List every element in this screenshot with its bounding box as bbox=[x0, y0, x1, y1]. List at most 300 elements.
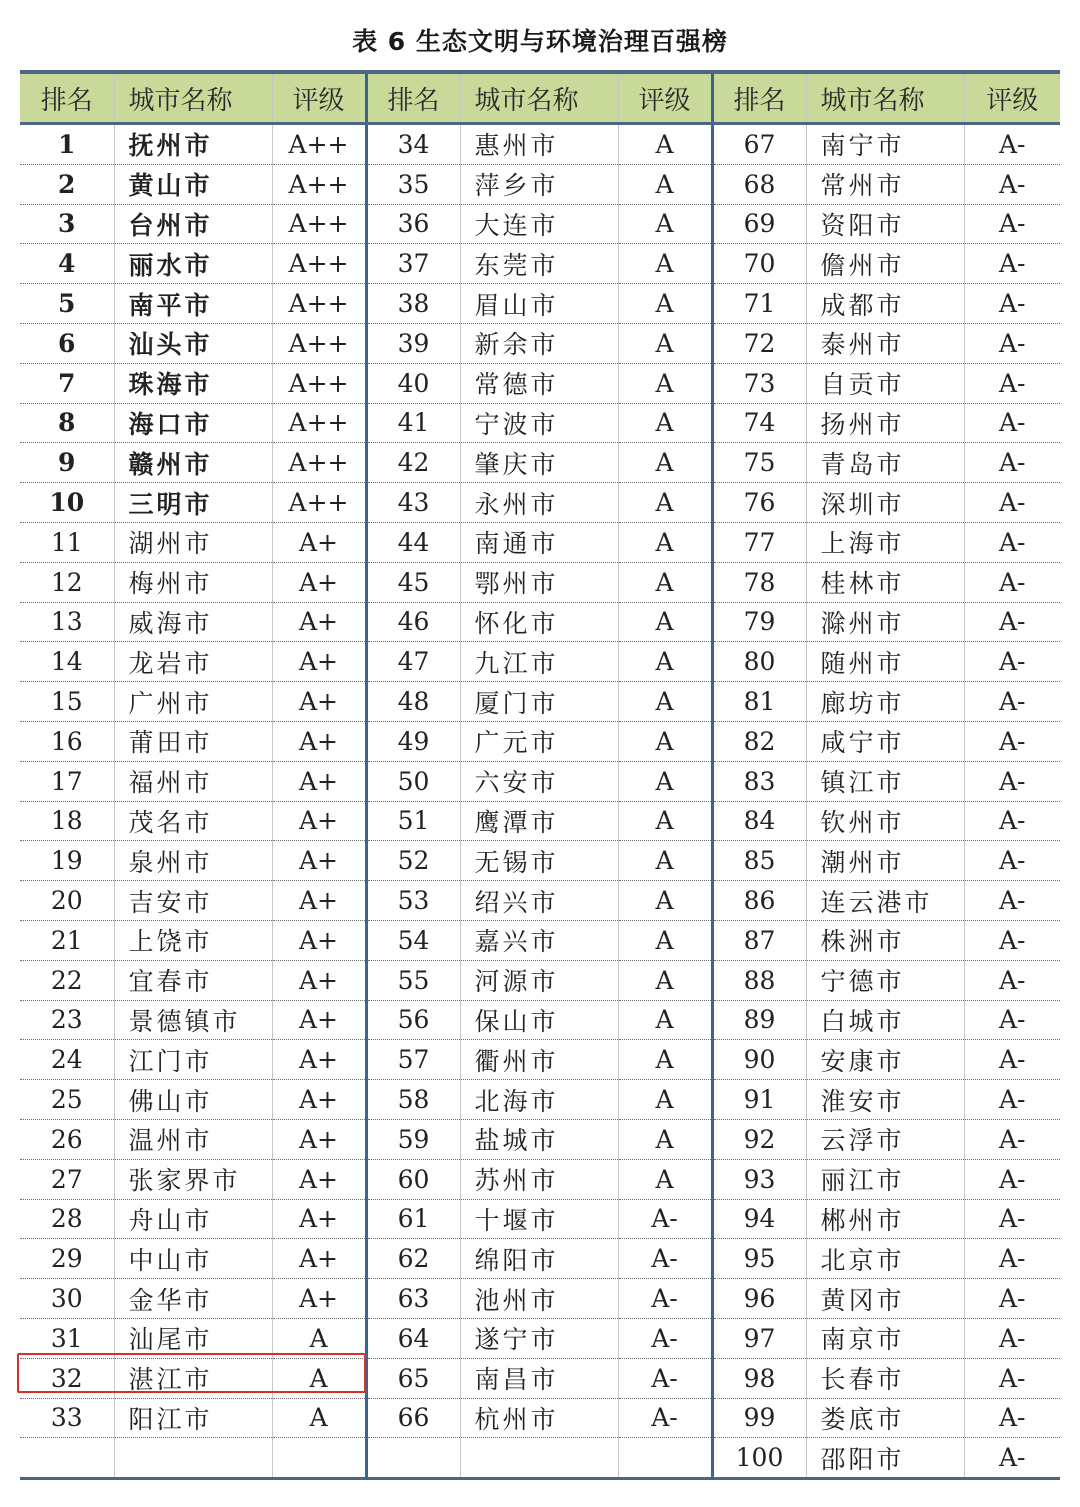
city-cell: 绵阳市 bbox=[460, 1239, 618, 1279]
grade-cell: A bbox=[618, 284, 712, 324]
table-row bbox=[20, 602, 1060, 642]
city-cell: 黄冈市 bbox=[806, 1279, 964, 1319]
rank-cell: 36 bbox=[366, 204, 460, 244]
city-cell: 娄底市 bbox=[806, 1398, 964, 1438]
grade-cell: A- bbox=[964, 244, 1060, 284]
grade-cell: A++ bbox=[272, 244, 366, 284]
table-row bbox=[20, 1358, 1060, 1398]
grade-cell: A- bbox=[998, 1443, 1026, 1473]
grade-cell: A bbox=[618, 602, 712, 642]
rank-cell: 18 bbox=[20, 801, 114, 841]
grade-cell: A++ bbox=[272, 164, 366, 204]
table-row bbox=[20, 483, 1060, 523]
grade-cell bbox=[618, 1438, 712, 1479]
rank-cell: 26 bbox=[20, 1119, 114, 1159]
rank-cell: 42 bbox=[366, 443, 460, 483]
table-row bbox=[20, 841, 1060, 881]
grade-cell: A++ bbox=[272, 403, 366, 443]
grade-cell: A+ bbox=[272, 602, 366, 642]
grade-cell: A bbox=[618, 682, 712, 722]
grade-cell: A- bbox=[618, 1199, 712, 1239]
rank-cell: 61 bbox=[366, 1199, 460, 1239]
city-cell: 常德市 bbox=[460, 363, 618, 403]
rank-cell: 81 bbox=[712, 682, 806, 722]
city-cell: 儋州市 bbox=[806, 244, 964, 284]
city-cell bbox=[114, 1438, 272, 1479]
grade-cell: A bbox=[618, 642, 712, 682]
table-row bbox=[20, 1199, 1060, 1239]
grade-cell: A bbox=[618, 483, 712, 523]
rank-cell: 49 bbox=[366, 721, 460, 761]
grade-cell: A- bbox=[964, 960, 1060, 1000]
grade-cell: A bbox=[618, 323, 712, 363]
city-cell: 金华市 bbox=[114, 1279, 272, 1319]
grade-cell: A++ bbox=[272, 443, 366, 483]
grade-cell: A+ bbox=[272, 562, 366, 602]
city-cell: 北海市 bbox=[460, 1080, 618, 1120]
rank-cell: 68 bbox=[712, 164, 806, 204]
city-cell bbox=[460, 1438, 618, 1479]
rank-cell: 66 bbox=[366, 1398, 460, 1438]
city-cell: 扬州市 bbox=[806, 403, 964, 443]
city-cell: 肇庆市 bbox=[460, 443, 618, 483]
rank-cell: 34 bbox=[366, 124, 460, 165]
rank-cell: 67 bbox=[712, 124, 806, 165]
city-cell: 永州市 bbox=[460, 483, 618, 523]
rank-cell: 41 bbox=[366, 403, 460, 443]
grade-cell: A- bbox=[964, 1239, 1060, 1279]
grade-cell: A+ bbox=[272, 522, 366, 562]
rank-cell: 75 bbox=[712, 443, 806, 483]
table-row bbox=[20, 323, 1060, 363]
grade-cell: A- bbox=[964, 284, 1060, 324]
rank-cell: 92 bbox=[712, 1119, 806, 1159]
table-row bbox=[20, 244, 1060, 284]
city-cell: 黄山市 bbox=[114, 164, 272, 204]
city-cell: 眉山市 bbox=[460, 284, 618, 324]
grade-cell: A- bbox=[964, 1080, 1060, 1120]
rank-cell: 44 bbox=[366, 522, 460, 562]
city-cell: 株洲市 bbox=[806, 920, 964, 960]
table-row bbox=[20, 562, 1060, 602]
city-cell: 潮州市 bbox=[806, 841, 964, 881]
city-cell: 六安市 bbox=[460, 761, 618, 801]
city-cell: 安康市 bbox=[806, 1040, 964, 1080]
grade-cell: A bbox=[618, 721, 712, 761]
header-city: 城市名称 bbox=[460, 72, 618, 124]
city-cell: 丽江市 bbox=[806, 1159, 964, 1199]
rank-cell: 80 bbox=[712, 642, 806, 682]
rank-cell: 30 bbox=[20, 1279, 114, 1319]
rank-cell: 52 bbox=[366, 841, 460, 881]
rank-cell: 77 bbox=[712, 522, 806, 562]
rank-cell: 46 bbox=[366, 602, 460, 642]
city-cell: 南宁市 bbox=[806, 124, 964, 165]
rank-cell: 39 bbox=[366, 323, 460, 363]
city-cell: 十堰市 bbox=[460, 1199, 618, 1239]
rank-cell: 98 bbox=[712, 1358, 806, 1398]
city-cell: 资阳市 bbox=[806, 204, 964, 244]
rank-cell: 60 bbox=[366, 1159, 460, 1199]
city-cell: 汕尾市 bbox=[114, 1318, 272, 1358]
table-row bbox=[20, 761, 1060, 801]
rank-cell: 91 bbox=[712, 1080, 806, 1120]
rank-cell: 21 bbox=[20, 920, 114, 960]
grade-cell: A bbox=[618, 244, 712, 284]
grade-cell: A- bbox=[964, 164, 1060, 204]
grade-cell: A- bbox=[964, 721, 1060, 761]
city-cell: 东莞市 bbox=[460, 244, 618, 284]
rank-cell: 84 bbox=[712, 801, 806, 841]
rank-cell: 45 bbox=[366, 562, 460, 602]
city-cell: 湖州市 bbox=[114, 522, 272, 562]
rank-cell: 33 bbox=[20, 1398, 114, 1438]
grade-cell: A- bbox=[964, 363, 1060, 403]
city-cell: 宁波市 bbox=[460, 403, 618, 443]
city-cell: 江门市 bbox=[114, 1040, 272, 1080]
grade-cell: A+ bbox=[272, 960, 366, 1000]
city-cell: 龙岩市 bbox=[114, 642, 272, 682]
grade-cell: A- bbox=[964, 881, 1060, 921]
rank-cell: 85 bbox=[712, 841, 806, 881]
grade-cell: A- bbox=[618, 1318, 712, 1358]
city-cell: 吉安市 bbox=[114, 881, 272, 921]
rank-cell: 5 bbox=[20, 284, 114, 324]
grade-cell: A++ bbox=[272, 124, 366, 165]
city-cell: 青岛市 bbox=[806, 443, 964, 483]
table-row bbox=[20, 920, 1060, 960]
city-cell: 新余市 bbox=[460, 323, 618, 363]
rank-cell: 100 bbox=[712, 1438, 806, 1479]
city-cell: 河源市 bbox=[460, 960, 618, 1000]
rank-cell: 56 bbox=[366, 1000, 460, 1040]
table-row bbox=[20, 642, 1060, 682]
city-cell: 莆田市 bbox=[114, 721, 272, 761]
city-cell: 桂林市 bbox=[806, 562, 964, 602]
table-row bbox=[20, 721, 1060, 761]
rank-cell: 94 bbox=[712, 1199, 806, 1239]
rank-cell: 55 bbox=[366, 960, 460, 1000]
rank-cell: 70 bbox=[712, 244, 806, 284]
grade-cell: A++ bbox=[272, 363, 366, 403]
grade-cell: A- bbox=[964, 1159, 1060, 1199]
grade-cell: A+ bbox=[272, 721, 366, 761]
grade-cell: A bbox=[618, 960, 712, 1000]
rank-cell: 32 bbox=[20, 1358, 114, 1398]
city-cell: 赣州市 bbox=[114, 443, 272, 483]
grade-cell: A+ bbox=[272, 1040, 366, 1080]
rank-cell: 54 bbox=[366, 920, 460, 960]
grade-cell: A bbox=[618, 522, 712, 562]
grade-cell: A- bbox=[964, 642, 1060, 682]
city-cell: 丽水市 bbox=[114, 244, 272, 284]
city-cell: 台州市 bbox=[114, 204, 272, 244]
city-cell: 三明市 bbox=[114, 483, 272, 523]
grade-cell: A+ bbox=[272, 1239, 366, 1279]
table-row bbox=[20, 363, 1060, 403]
grade-cell: A bbox=[618, 403, 712, 443]
city-cell: 茂名市 bbox=[114, 801, 272, 841]
grade-cell: A bbox=[618, 562, 712, 602]
city-cell: 云浮市 bbox=[806, 1119, 964, 1159]
rank-cell: 73 bbox=[712, 363, 806, 403]
grade-cell: A- bbox=[964, 1318, 1060, 1358]
header-grade: 评级 bbox=[964, 72, 1060, 124]
city-cell: 佛山市 bbox=[114, 1080, 272, 1120]
city-cell: 成都市 bbox=[806, 284, 964, 324]
rank-cell: 96 bbox=[712, 1279, 806, 1319]
rank-cell: 95 bbox=[712, 1239, 806, 1279]
city-cell: 泰州市 bbox=[806, 323, 964, 363]
city-cell: 温州市 bbox=[114, 1119, 272, 1159]
rank-cell: 43 bbox=[366, 483, 460, 523]
rank-cell: 25 bbox=[20, 1080, 114, 1120]
city-cell: 滁州市 bbox=[806, 602, 964, 642]
rank-cell bbox=[20, 1438, 114, 1479]
grade-cell: A- bbox=[964, 522, 1060, 562]
city-cell: 海口市 bbox=[114, 403, 272, 443]
grade-cell: A+ bbox=[272, 841, 366, 881]
rank-cell: 47 bbox=[366, 642, 460, 682]
grade-cell: A bbox=[618, 881, 712, 921]
city-cell: 杭州市 bbox=[460, 1398, 618, 1438]
grade-cell: A- bbox=[964, 204, 1060, 244]
grade-cell: A+ bbox=[272, 920, 366, 960]
rank-cell: 14 bbox=[20, 642, 114, 682]
city-cell: 张家界市 bbox=[114, 1159, 272, 1199]
city-cell: 威海市 bbox=[114, 602, 272, 642]
rank-cell: 13 bbox=[20, 602, 114, 642]
grade-cell: A- bbox=[964, 323, 1060, 363]
rank-cell: 65 bbox=[366, 1358, 460, 1398]
rank-cell: 90 bbox=[712, 1040, 806, 1080]
city-cell: 抚州市 bbox=[114, 124, 272, 165]
city-cell: 汕头市 bbox=[114, 323, 272, 363]
city-cell: 惠州市 bbox=[460, 124, 618, 165]
city-cell: 郴州市 bbox=[806, 1199, 964, 1239]
city-cell: 阳江市 bbox=[114, 1398, 272, 1438]
rank-cell: 1 bbox=[20, 124, 114, 165]
rank-cell: 78 bbox=[712, 562, 806, 602]
city-cell: 苏州市 bbox=[460, 1159, 618, 1199]
table-row bbox=[20, 1398, 1060, 1438]
city-cell: 保山市 bbox=[460, 1000, 618, 1040]
grade-cell: A+ bbox=[272, 682, 366, 722]
grade-cell: A- bbox=[618, 1358, 712, 1398]
city-cell: 白城市 bbox=[806, 1000, 964, 1040]
table-row bbox=[20, 204, 1060, 244]
city-cell: 广元市 bbox=[460, 721, 618, 761]
city-cell: 鹰潭市 bbox=[460, 801, 618, 841]
city-cell: 连云港市 bbox=[806, 881, 964, 921]
rank-cell: 97 bbox=[712, 1318, 806, 1358]
city-cell: 大连市 bbox=[460, 204, 618, 244]
grade-cell: A bbox=[618, 1040, 712, 1080]
table-row bbox=[20, 1239, 1060, 1279]
city-cell: 随州市 bbox=[806, 642, 964, 682]
city-cell: 宜春市 bbox=[114, 960, 272, 1000]
rank-cell: 35 bbox=[366, 164, 460, 204]
grade-cell: A++ bbox=[272, 483, 366, 523]
grade-cell: A- bbox=[964, 124, 1060, 165]
rank-cell: 15 bbox=[20, 682, 114, 722]
city-cell: 珠海市 bbox=[114, 363, 272, 403]
grade-cell: A- bbox=[964, 602, 1060, 642]
grade-cell: A- bbox=[618, 1239, 712, 1279]
city-cell: 景德镇市 bbox=[114, 1000, 272, 1040]
grade-cell: A bbox=[618, 841, 712, 881]
city-cell: 上饶市 bbox=[114, 920, 272, 960]
city-cell: 廊坊市 bbox=[806, 682, 964, 722]
grade-cell: A- bbox=[964, 443, 1060, 483]
grade-cell: A- bbox=[964, 483, 1060, 523]
table-row bbox=[20, 403, 1060, 443]
header-grade: 评级 bbox=[618, 72, 712, 124]
grade-cell: A+ bbox=[272, 1080, 366, 1120]
rank-cell: 76 bbox=[712, 483, 806, 523]
city-cell: 深圳市 bbox=[806, 483, 964, 523]
grade-cell: A++ bbox=[272, 323, 366, 363]
rank-cell: 16 bbox=[20, 721, 114, 761]
grade-cell: A+ bbox=[272, 1119, 366, 1159]
rank-cell: 79 bbox=[712, 602, 806, 642]
city-cell: 自贡市 bbox=[806, 363, 964, 403]
rank-cell: 63 bbox=[366, 1279, 460, 1319]
grade-cell: A bbox=[618, 124, 712, 165]
city-cell: 淮安市 bbox=[806, 1080, 964, 1120]
city-cell: 厦门市 bbox=[460, 682, 618, 722]
city-cell: 南京市 bbox=[806, 1318, 964, 1358]
rank-cell: 38 bbox=[366, 284, 460, 324]
rank-cell: 89 bbox=[712, 1000, 806, 1040]
city-cell: 长春市 bbox=[806, 1358, 964, 1398]
grade-cell: A bbox=[618, 1159, 712, 1199]
rank-cell: 3 bbox=[20, 204, 114, 244]
rank-cell: 57 bbox=[366, 1040, 460, 1080]
table-header bbox=[20, 72, 1060, 124]
city-cell: 常州市 bbox=[806, 164, 964, 204]
rank-cell: 59 bbox=[366, 1119, 460, 1159]
table-row bbox=[20, 1438, 1060, 1479]
rank-cell: 19 bbox=[20, 841, 114, 881]
rank-cell: 23 bbox=[20, 1000, 114, 1040]
rank-cell: 86 bbox=[712, 881, 806, 921]
ranking-table bbox=[20, 70, 1060, 1480]
grade-cell: A- bbox=[964, 1358, 1060, 1398]
header-rank: 排名 bbox=[712, 72, 806, 124]
rank-cell: 83 bbox=[712, 761, 806, 801]
rank-cell: 62 bbox=[366, 1239, 460, 1279]
city-cell: 九江市 bbox=[460, 642, 618, 682]
header-rank: 排名 bbox=[366, 72, 460, 124]
grade-cell: A- bbox=[964, 761, 1060, 801]
grade-cell: A bbox=[618, 801, 712, 841]
rank-cell: 50 bbox=[366, 761, 460, 801]
table-row bbox=[20, 1080, 1060, 1120]
grade-cell: A- bbox=[964, 1040, 1060, 1080]
rank-cell: 17 bbox=[20, 761, 114, 801]
grade-cell: A bbox=[618, 164, 712, 204]
city-cell: 中山市 bbox=[114, 1239, 272, 1279]
rank-cell: 72 bbox=[712, 323, 806, 363]
city-cell: 邵阳市 bbox=[806, 1438, 964, 1479]
grade-cell: A bbox=[618, 204, 712, 244]
grade-cell: A+ bbox=[272, 1000, 366, 1040]
rank-cell: 31 bbox=[20, 1318, 114, 1358]
city-cell: 北京市 bbox=[806, 1239, 964, 1279]
table-row bbox=[20, 124, 1060, 165]
city-cell: 宁德市 bbox=[806, 960, 964, 1000]
grade-cell: A- bbox=[964, 1398, 1060, 1438]
table-row bbox=[20, 960, 1060, 1000]
rank-cell: 82 bbox=[712, 721, 806, 761]
grade-cell: A- bbox=[964, 562, 1060, 602]
city-cell: 绍兴市 bbox=[460, 881, 618, 921]
rank-cell: 29 bbox=[20, 1239, 114, 1279]
rank-cell: 99 bbox=[712, 1398, 806, 1438]
rank-cell: 40 bbox=[366, 363, 460, 403]
rank-cell: 87 bbox=[712, 920, 806, 960]
header-rank: 排名 bbox=[20, 72, 114, 124]
grade-cell: A bbox=[618, 761, 712, 801]
city-cell: 上海市 bbox=[806, 522, 964, 562]
header-city: 城市名称 bbox=[806, 72, 964, 124]
grade-cell: A bbox=[272, 1318, 366, 1358]
grade-cell: A+ bbox=[272, 1199, 366, 1239]
table-row bbox=[20, 881, 1060, 921]
grade-cell: A- bbox=[618, 1279, 712, 1319]
table-body bbox=[20, 124, 1060, 1479]
rank-cell: 22 bbox=[20, 960, 114, 1000]
grade-cell: A bbox=[618, 1000, 712, 1040]
rank-cell: 53 bbox=[366, 881, 460, 921]
city-cell: 泉州市 bbox=[114, 841, 272, 881]
grade-cell: A- bbox=[964, 1000, 1060, 1040]
rank-cell: 74 bbox=[712, 403, 806, 443]
table-row bbox=[20, 1119, 1060, 1159]
grade-cell: A- bbox=[618, 1398, 712, 1438]
grade-cell: A- bbox=[964, 682, 1060, 722]
city-cell: 遂宁市 bbox=[460, 1318, 618, 1358]
grade-cell: A- bbox=[964, 403, 1060, 443]
grade-cell bbox=[272, 1438, 366, 1479]
header-city: 城市名称 bbox=[114, 72, 272, 124]
rank-cell: 64 bbox=[366, 1318, 460, 1358]
table-row bbox=[20, 1159, 1060, 1199]
grade-cell: A- bbox=[964, 920, 1060, 960]
rank-cell: 71 bbox=[712, 284, 806, 324]
city-cell: 福州市 bbox=[114, 761, 272, 801]
grade-cell: A bbox=[272, 1358, 366, 1398]
rank-cell: 88 bbox=[712, 960, 806, 1000]
table-row bbox=[20, 1000, 1060, 1040]
grade-cell: A++ bbox=[272, 204, 366, 244]
grade-cell: A bbox=[272, 1398, 366, 1438]
table-row bbox=[20, 284, 1060, 324]
header-grade: 评级 bbox=[272, 72, 366, 124]
city-cell: 鄂州市 bbox=[460, 562, 618, 602]
grade-cell: A bbox=[618, 1080, 712, 1120]
rank-cell: 7 bbox=[20, 363, 114, 403]
rank-cell: 27 bbox=[20, 1159, 114, 1199]
city-cell: 南通市 bbox=[460, 522, 618, 562]
table-row bbox=[20, 1040, 1060, 1080]
grade-cell: A- bbox=[964, 1119, 1060, 1159]
rank-cell: 48 bbox=[366, 682, 460, 722]
table-title: 表 6 生态文明与环境治理百强榜 bbox=[352, 27, 728, 56]
city-cell: 湛江市 bbox=[114, 1358, 272, 1398]
city-cell: 咸宁市 bbox=[806, 721, 964, 761]
